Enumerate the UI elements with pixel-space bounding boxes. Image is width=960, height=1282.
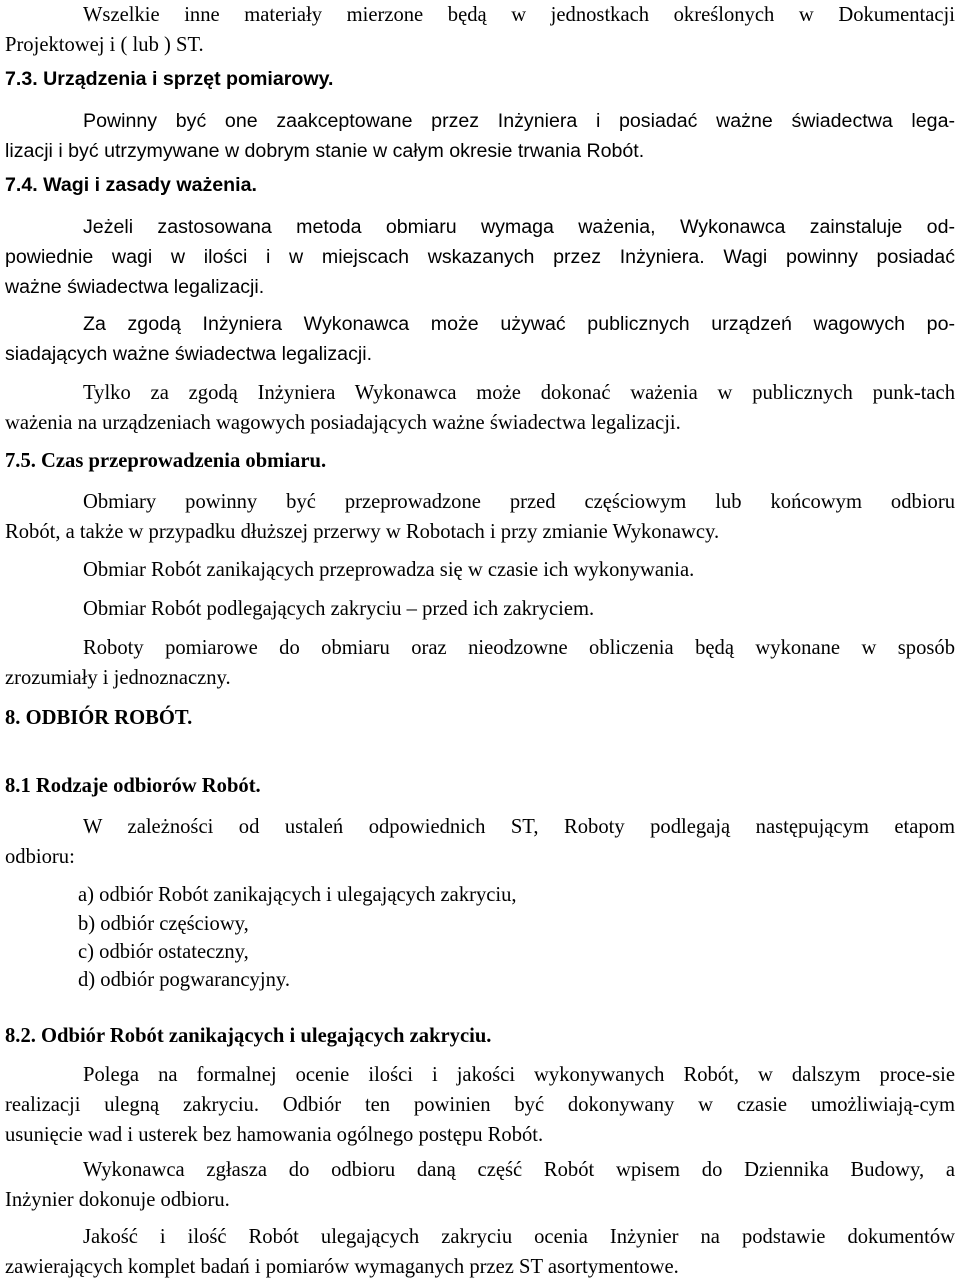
list-item: c) odbiór ostateczny, [78, 941, 249, 963]
paragraph-7-4-b [5, 309, 955, 369]
text-line: Wykonawca zgłasza do odbioru daną część Robót wpisem do Dziennika Budowy, a [83, 1159, 955, 1181]
heading-text: 7.5. Czas przeprowadzenia obmiaru. [5, 450, 327, 472]
text-line: Robót, a także w przypadku dłuższej przerwy w Robotach i przy zmianie Wykonawcy. [5, 521, 720, 543]
paragraph-7-5-c [5, 594, 955, 624]
text-line: Roboty pomiarowe do obmiaru oraz nieodzowne obliczenia będą wykonane w sposób [83, 637, 955, 659]
paragraph-7-4-c [5, 378, 955, 438]
text-line: Inżynier dokonuje odbioru. [5, 1189, 230, 1211]
text-line: realizacji ulegną zakryciu. Odbiór ten powinien być dokonywany w czasie umożliwiają-cym [5, 1094, 955, 1116]
paragraph-8-2-c [5, 1222, 955, 1282]
text-line: lizacji i być utrzymywane w dobrym stanie w całym okresie trwania Robót. [5, 140, 645, 162]
text-line: powiednie wagi w ilości i w miejscach wskazanych przez Inżyniera. Wagi powinny posiadać [5, 246, 955, 268]
text-line: W zależności od ustaleń odpowiednich ST, Roboty podlegają następującym etapom [83, 816, 955, 838]
text-line: zawierających komplet badań i pomiarów wymaganych przez ST asortymentowe. [5, 1256, 679, 1278]
text-line: Obmiar Robót podlegających zakryciu – przed ich zakryciem. [83, 598, 595, 620]
text-line: Wszelkie inne materiały mierzone będą w jednostkach określonych w Dokumentacji [83, 4, 955, 26]
paragraph-7-4-a [5, 212, 955, 302]
paragraph-8-2-a [5, 1060, 955, 1150]
heading-8-2 [5, 1021, 955, 1051]
list-item: d) odbiór pogwarancyjny. [78, 969, 290, 991]
text-line: usunięcie wad i usterek bez hamowania ogólnego postępu Robót. [5, 1124, 544, 1146]
list-item: b) odbiór częściowy, [78, 913, 249, 935]
text-line: Obmiar Robót zanikających przeprowadza się w czasie ich wykonywania. [83, 559, 695, 581]
heading-7-4 [5, 170, 955, 200]
text-line: odbioru: [5, 846, 75, 868]
heading-text: 8.1 Rodzaje odbiorów Robót. [5, 775, 261, 797]
text-line: zrozumiały i jednoznaczny. [5, 667, 231, 689]
paragraph-7-5-a [5, 487, 955, 547]
text-line: Jakość i ilość Robót ulegających zakryciu ocenia Inżynier na podstawie dokumentów [83, 1226, 955, 1248]
paragraph-7-5-d [5, 633, 955, 693]
list-item: a) odbiór Robót zanikających i ulegających zakryciu, [78, 884, 517, 906]
text-line: Obmiary powinny być przeprowadzone przed częściowym lub końcowym odbioru [83, 491, 955, 513]
paragraph-8-1 [5, 812, 955, 872]
text-line: Jeżeli zastosowana metoda obmiaru wymaga ważenia, Wykonawca zainstaluje od- [83, 216, 955, 238]
paragraph-materials [5, 0, 955, 60]
heading-7-3 [5, 64, 955, 94]
paragraph-7-5-b [5, 555, 955, 585]
heading-8 [5, 703, 955, 733]
heading-text: 8. ODBIÓR ROBÓT. [5, 707, 193, 729]
heading-text: 7.3. Urządzenia i sprzęt pomiarowy. [5, 68, 334, 90]
text-line: siadających ważne świadectwa legalizacji. [5, 343, 373, 365]
heading-text: 7.4. Wagi i zasady ważenia. [5, 174, 257, 196]
text-line: ważenia na urządzeniach wagowych posiadających ważne świadectwa legalizacji. [5, 412, 681, 434]
text-line: Tylko za zgodą Inżyniera Wykonawca może dokonać ważenia w publicznych punk-tach [83, 382, 955, 404]
text-line: Za zgodą Inżyniera Wykonawca może używać publicznych urządzeń wagowych po- [83, 313, 955, 335]
paragraph-7-3 [5, 106, 955, 166]
text-line: ważne świadectwa legalizacji. [5, 276, 265, 298]
heading-8-1 [5, 771, 955, 801]
heading-7-5 [5, 446, 955, 476]
paragraph-8-2-b [5, 1155, 955, 1215]
text-line: Projektowej i ( lub ) ST. [5, 34, 204, 56]
text-line: Polega na formalnej ocenie ilości i jakości wykonywanych Robót, w dalszym proce-sie [83, 1064, 955, 1086]
heading-text: 8.2. Odbiór Robót zanikających i ulegających zakryciu. [5, 1025, 492, 1047]
text-line: Powinny być one zaakceptowane przez Inżyniera i posiadać ważne świadectwa lega- [83, 110, 955, 132]
